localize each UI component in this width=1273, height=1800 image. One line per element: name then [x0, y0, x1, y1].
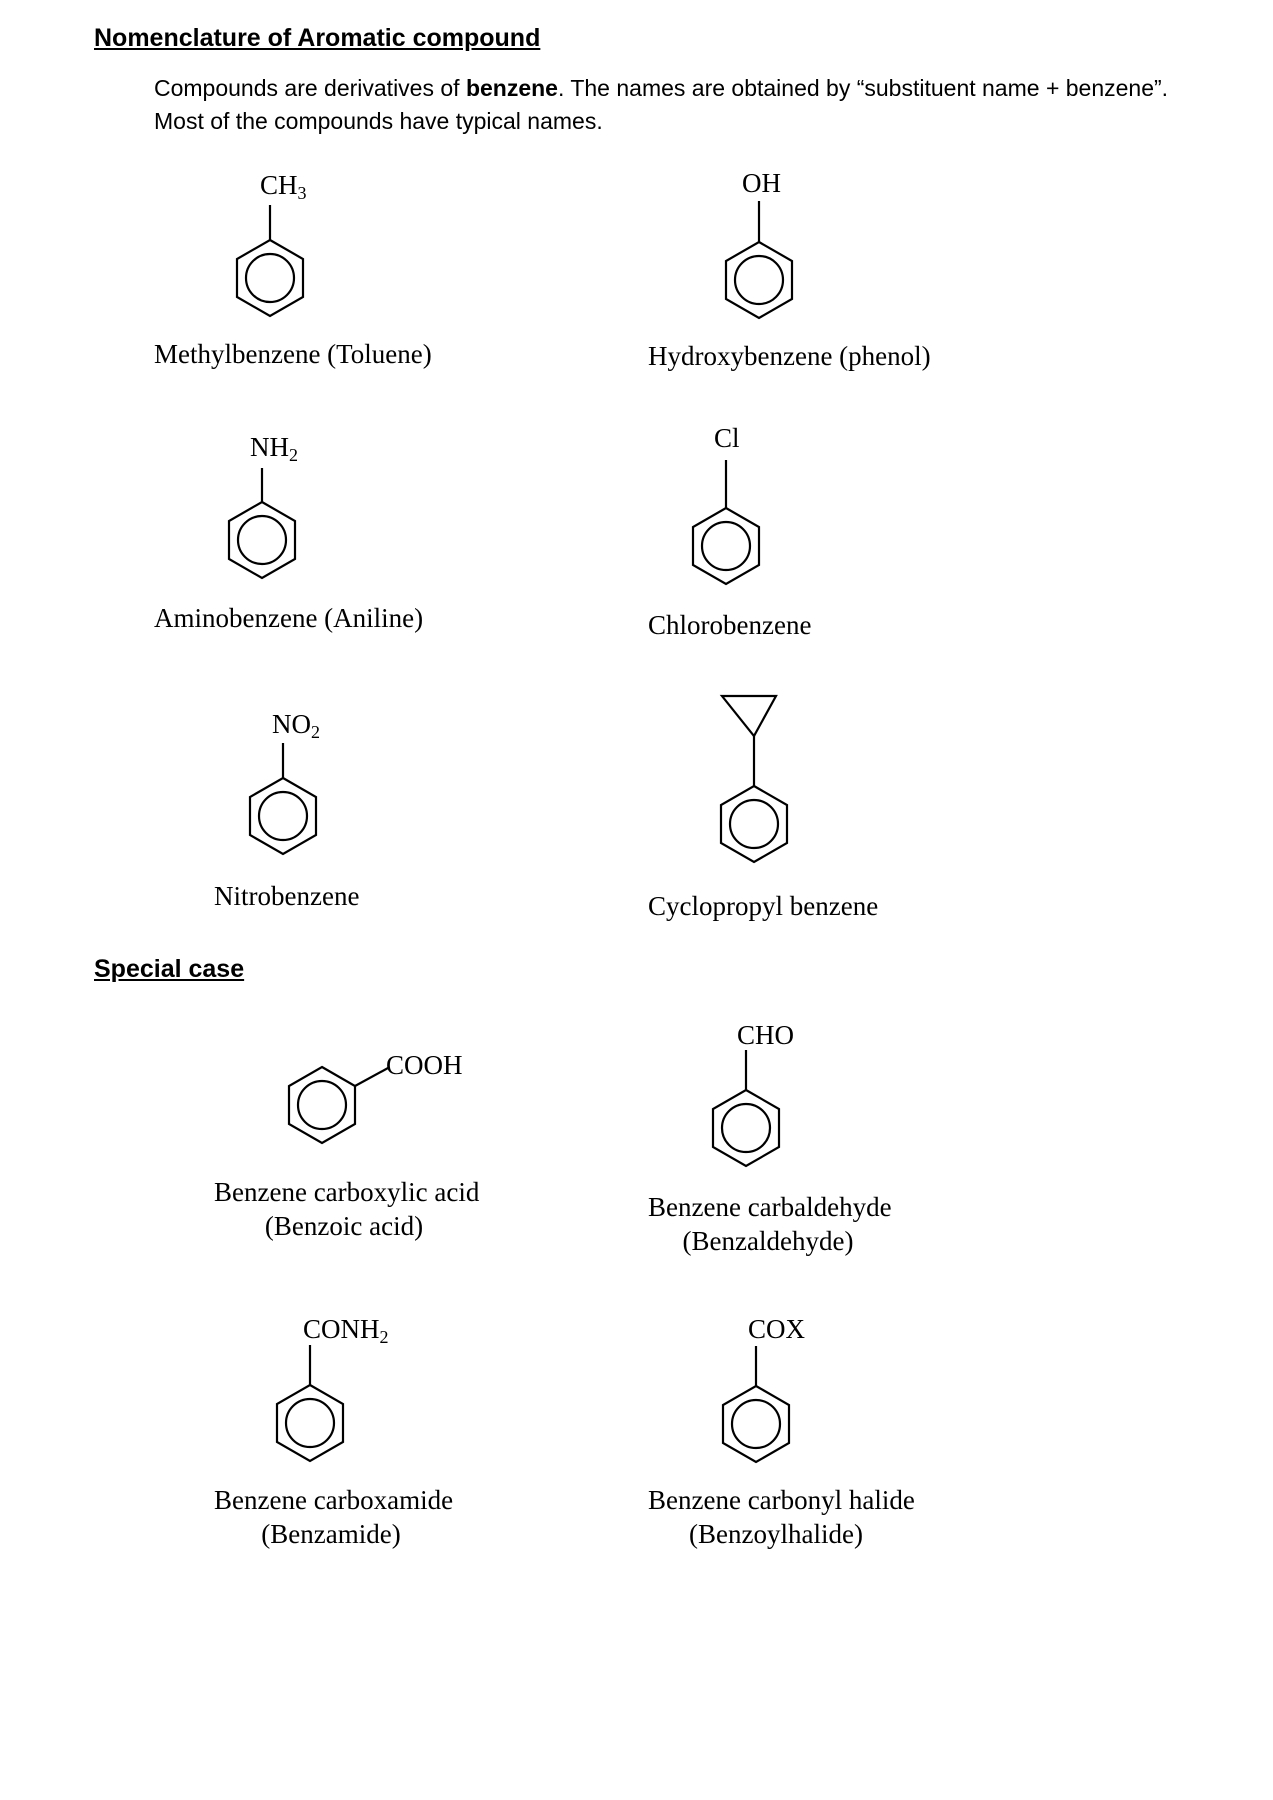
phenol-benzene-ring-icon: [726, 242, 792, 318]
nitrobenzene-name: Nitrobenzene: [214, 881, 360, 911]
benzoic-acid-structure: [289, 1067, 388, 1143]
benzoic-acid-benzene-ring-icon: [289, 1067, 355, 1143]
benzoic-acid-name-line2: (Benzoic acid): [264, 1211, 424, 1241]
aniline-structure: [229, 468, 295, 578]
benzamide-formula: $CONH_2$: [303, 1314, 389, 1347]
intro-text-after: . The names are obtained by “substituent name + benzene”.: [557, 75, 1169, 101]
cyclopropylbenzene-structure: [721, 696, 787, 862]
benzoyl-halide-structure: [723, 1346, 789, 1462]
benzaldehyde-name-line1: Benzene carbaldehyde: [648, 1192, 892, 1222]
cyclopropyl-benzene-ring-icon: [721, 786, 787, 862]
toluene-structure: [237, 205, 303, 316]
benzaldehyde-structure: [713, 1050, 779, 1166]
chlorobenzene-structure: [693, 460, 759, 584]
benzoyl-halide-name-line2: (Benzoylhalide): [689, 1519, 863, 1549]
nitrobenzene-formula: $NO_2$: [272, 709, 320, 742]
benzoic-acid-name-line1: Benzene carboxylic acid: [214, 1177, 480, 1207]
intro-bold-benzene: benzene: [465, 75, 558, 101]
benzoyl-halide-name: [648, 1483, 915, 1551]
chlorobenzene-benzene-ring-icon: [693, 508, 759, 584]
nitrobenzene-benzene-ring-icon: [250, 778, 316, 854]
toluene-formula: $CH_3$: [260, 170, 307, 203]
cyclopropyl-triangle-icon: [722, 696, 776, 736]
cyclopropylbenzene-name: Cyclopropyl benzene: [648, 891, 879, 921]
special-case-heading: Special case: [94, 955, 245, 983]
aniline-formula: $NH_2$: [250, 432, 298, 465]
benzoic-acid-name: [214, 1175, 480, 1243]
aniline-benzene-ring-icon: [229, 502, 295, 578]
benzamide-structure: [277, 1345, 343, 1461]
toluene-benzene-ring-icon: [237, 240, 303, 316]
benzoyl-halide-benzene-ring-icon: [723, 1386, 789, 1462]
benzaldehyde-name-line2: (Benzaldehyde): [682, 1226, 854, 1256]
benzaldehyde-benzene-ring-icon: [713, 1090, 779, 1166]
benzaldehyde-formula: CHO: [737, 1020, 795, 1050]
benzaldehyde-name: [648, 1190, 892, 1258]
phenol-formula: OH: [742, 168, 781, 198]
intro-text-before: Compounds are derivatives of: [154, 75, 466, 101]
page-heading: Nomenclature of Aromatic compound: [94, 24, 541, 52]
benzamide-name: [214, 1483, 454, 1551]
aniline-name: Aminobenzene (Aniline): [154, 603, 424, 633]
benzoic-acid-formula: COOH: [386, 1050, 463, 1080]
benzamide-name-line2: (Benzamide): [261, 1519, 401, 1549]
chlorobenzene-formula: Cl: [714, 423, 740, 453]
intro-line2: Most of the compounds have typical names.: [154, 108, 603, 134]
toluene-name: Methylbenzene (Toluene): [154, 339, 432, 369]
chlorobenzene-name: Chlorobenzene: [648, 610, 812, 640]
benzamide-name-line1: Benzene carboxamide: [214, 1485, 454, 1515]
phenol-name: Hydroxybenzene (phenol): [648, 341, 931, 371]
benzamide-benzene-ring-icon: [277, 1385, 343, 1461]
nitrobenzene-structure: [250, 743, 316, 854]
benzoyl-halide-name-line1: Benzene carbonyl halide: [648, 1485, 915, 1515]
benzoyl-halide-formula: COX: [748, 1314, 806, 1344]
phenol-structure: [726, 201, 792, 318]
